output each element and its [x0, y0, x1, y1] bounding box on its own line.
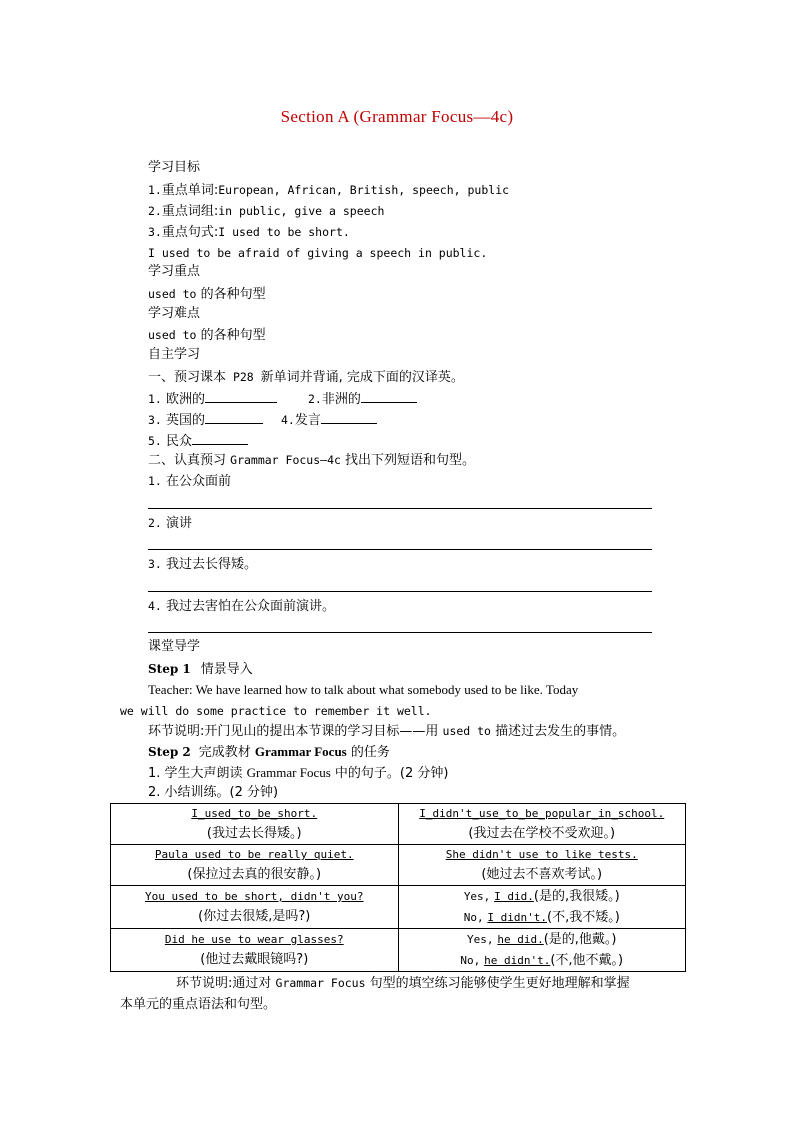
vocab-item-5: 5. 民众 — [148, 432, 248, 450]
answer-line[interactable] — [148, 632, 652, 633]
chinese-translation: (他过去戴眼镜吗?) — [200, 952, 309, 967]
key-points-text: used to 的各种句型 — [148, 287, 266, 302]
table-cell — [398, 929, 686, 972]
teacher-line-2: we will do some practice to remember it well. — [120, 704, 432, 718]
no-answer: No, I didn't.(不,我不矮。) — [463, 910, 620, 925]
objective-item-3: 3.重点句式:I used to be short. — [148, 225, 350, 240]
classroom-heading: 课堂导学 — [148, 639, 201, 654]
step1-heading: Step 1 情景导入 — [148, 662, 253, 677]
answer-line[interactable] — [148, 549, 652, 550]
table-cell — [111, 886, 399, 929]
no-answer: No, he didn't.(不,他不戴。) — [460, 953, 624, 968]
key-points-heading: 学习重点 — [148, 264, 201, 279]
phrase-item-2: 2. 演讲 — [148, 516, 193, 531]
page-title: Section A (Grammar Focus—4c) — [280, 107, 514, 126]
phrase-item-1: 1. 在公众面前 — [148, 474, 232, 489]
table-row — [111, 845, 686, 886]
table-cell — [398, 886, 686, 929]
english-sentence: She didn't use to like tests. — [445, 848, 638, 861]
grammar-focus-table — [110, 803, 686, 972]
step2-item-2: 2. 小结训练。(2 分钟) — [148, 785, 279, 800]
english-sentence: I_didn't_use_to_be_popular_in_school. — [419, 807, 665, 820]
vocab-item-1: 1. 欧洲的 — [148, 390, 277, 408]
english-sentence: Paula used to be really quiet. — [154, 848, 354, 861]
answer-blank[interactable] — [205, 390, 277, 403]
answer-blank[interactable] — [321, 411, 377, 424]
answer-blank[interactable] — [192, 432, 248, 445]
table-row — [111, 886, 686, 929]
vocab-item-3: 3. 英国的 — [148, 411, 263, 429]
chinese-translation: (保拉过去真的很安静。) — [187, 867, 322, 882]
table-row — [111, 804, 686, 845]
step1-note: 环节说明:开门见山的提出本节课的学习目标——用 used to 描述过去发生的事情。 — [148, 724, 626, 739]
objective-item-2: 2.重点词组:in public, give a speech — [148, 204, 385, 219]
difficulties-heading: 学习难点 — [148, 306, 201, 321]
yes-answer: Yes, I did.(是的,我很矮。) — [463, 889, 620, 904]
answer-line[interactable] — [148, 591, 652, 592]
answer-blank[interactable] — [361, 390, 417, 403]
part2-instruction: 二、认真预习 Grammar Focus—4c 找出下列短语和句型。 — [148, 453, 476, 468]
answer-blank[interactable] — [205, 411, 263, 424]
objective-extra-sentence: I used to be afraid of giving a speech in public. — [148, 246, 488, 260]
closing-note-line-2: 本单元的重点语法和句型。 — [120, 997, 277, 1012]
difficulties-text: used to 的各种句型 — [148, 328, 266, 343]
english-sentence: I_used_to_be_short. — [191, 807, 318, 820]
table-row — [111, 929, 686, 972]
chinese-translation: (她过去不喜欢考试。) — [481, 867, 603, 882]
yes-answer: Yes, he did.(是的,他戴。) — [467, 932, 617, 947]
phrase-item-4: 4. 我过去害怕在公众面前演讲。 — [148, 599, 336, 614]
step2-item-1: 1. 学生大声朗读 Grammar Focus 中的句子。(2 分钟) — [148, 765, 449, 781]
english-sentence: Did he use to wear glasses? — [164, 933, 344, 946]
table-cell — [398, 804, 686, 845]
table-cell — [398, 845, 686, 886]
vocab-item-2: 2.非洲的 — [308, 390, 417, 408]
chinese-translation: (你过去很矮,是吗?) — [198, 909, 311, 924]
chinese-translation: (我过去长得矮。) — [206, 826, 302, 841]
teacher-line-1: Teacher: We have learned how to talk about what somebody used to be like. Today — [148, 682, 579, 697]
self-study-heading: 自主学习 — [148, 347, 201, 362]
table-cell — [111, 804, 399, 845]
objectives-heading: 学习目标 — [148, 160, 201, 175]
vocab-item-4: 4.发言 — [281, 411, 377, 429]
objective-item-1: 1.重点单词:European, African, British, speech, public — [148, 183, 510, 198]
answer-line[interactable] — [148, 508, 652, 509]
step2-heading: Step 2 完成教材 Grammar Focus 的任务 — [148, 744, 390, 760]
closing-note-line-1: 环节说明:通过对 Grammar Focus 句型的填空练习能够使学生更好地理解和掌握 — [176, 976, 630, 991]
english-sentence: You used to be short, didn't you? — [144, 890, 364, 903]
phrase-item-3: 3. 我过去长得矮。 — [148, 557, 258, 572]
table-cell — [111, 845, 399, 886]
part1-instruction: 一、预习课本 P28 新单词并背诵, 完成下面的汉译英。 — [148, 370, 464, 385]
chinese-translation: (我过去在学校不受欢迎。) — [468, 826, 616, 841]
table-cell — [111, 929, 399, 972]
